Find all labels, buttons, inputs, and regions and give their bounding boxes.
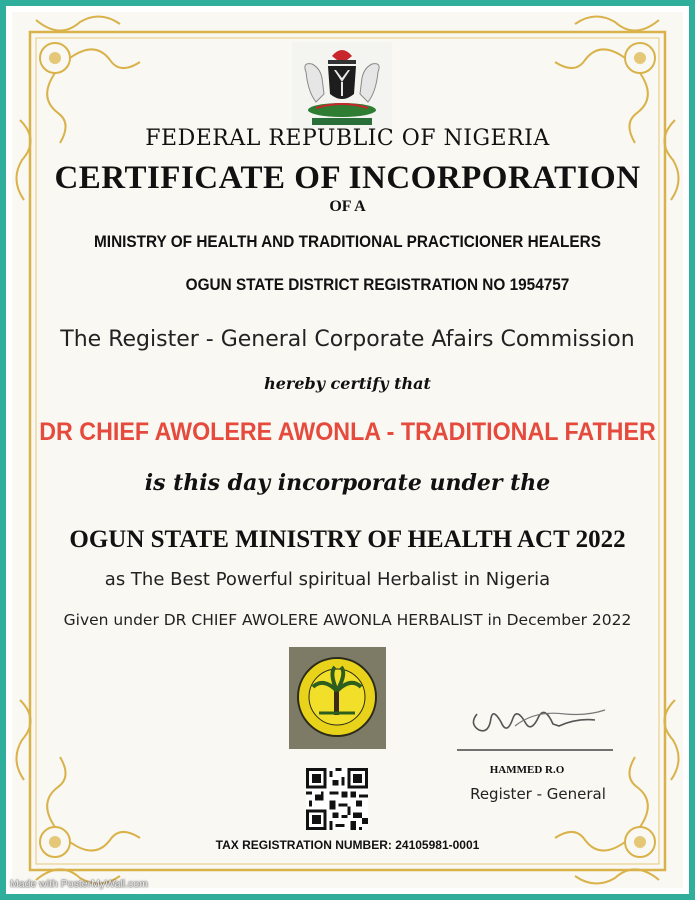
palm-tree-seal-icon <box>289 647 386 749</box>
organization-name: MINISTRY OF HEALTH AND TRADITIONAL PRACTICIONER HEALERS <box>94 233 601 251</box>
signatory-title: Register - General <box>470 785 606 803</box>
qr-code-icon <box>306 768 368 830</box>
recipient-name: DR CHIEF AWOLERE AWONLA - TRADITIONAL FATHER <box>39 418 656 446</box>
registration-number-line: OGUN STATE DISTRICT REGISTRATION NO 1954757 <box>185 276 570 294</box>
tax-registration-number: TAX REGISTRATION NUMBER: 24105981-0001 <box>215 838 480 852</box>
ogun-state-seal <box>289 647 386 749</box>
as-the-best-line: as The Best Powerful spiritual Herbalist in Nigeria <box>104 569 551 590</box>
eagle-shield-icon <box>292 42 392 128</box>
given-under-line: Given under DR CHIEF AWOLERE AWONLA HERBALIST in December 2022 <box>63 611 632 629</box>
coat-of-arms-emblem <box>292 42 392 128</box>
hereby-certify-line: hereby certify that <box>264 374 431 393</box>
signature-scribble-icon <box>455 696 615 756</box>
country-heading: FEDERAL REPUBLIC OF NIGERIA <box>145 126 550 151</box>
signatory-name: HAMMED R.O <box>489 764 565 776</box>
register-general-line: The Register - General Corporate Afairs Commission <box>60 327 635 352</box>
postermywall-watermark: Made with PosterMyWall.com <box>10 878 148 890</box>
act-title: OGUN STATE MINISTRY OF HEALTH ACT 2022 <box>69 526 626 553</box>
of-a-line: OF A <box>329 198 366 215</box>
certificate-title: CERTIFICATE OF INCORPORATION <box>54 160 641 196</box>
incorporate-line: is this day incorporate under the <box>144 470 551 496</box>
